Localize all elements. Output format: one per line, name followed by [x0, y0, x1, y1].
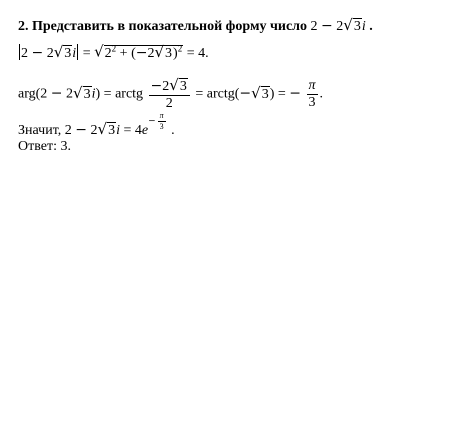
answer-line — [18, 140, 71, 154]
modulus-radicand: $2^2 + (-2√3)^2$ — [104, 43, 183, 61]
task-number-expr: 2 − 2√3i — [310, 16, 366, 34]
task-line: 2. Представить в показательной форму число 2 − 2√3i . — [18, 16, 373, 34]
answer-value: 3. — [60, 139, 71, 154]
modulus-inner: 2 − 2√3i — [21, 43, 77, 61]
conclusion-label: Значит, — [18, 123, 62, 138]
task-number: 2. — [18, 19, 29, 34]
conclusion-line: Значит, 2 − 2√3i = 4e− $\frac{\pi}{3}$ . — [18, 111, 175, 138]
modulus-line: $2 - 2√3i = √2^2 + (-2√3)^2 = 4$. — [21, 43, 209, 61]
argument-line: arg(2 − 2√3i) = arctg $\frac{-2√3}{2}$ = arctg(−√3) = − $\frac{\pi}{3}$ . — [18, 76, 324, 111]
exponent: − $\frac{\pi}{3}$ — [148, 111, 164, 132]
answer-label: Ответ: — [18, 139, 57, 154]
task-statement: Представить в показательной форму число — [32, 19, 308, 34]
argument-fraction: $\frac{-2√3}{2}$ — [149, 78, 190, 111]
modulus-result: 4 — [198, 46, 206, 61]
argument-result: $\frac{\pi}{3}$ — [308, 78, 316, 110]
